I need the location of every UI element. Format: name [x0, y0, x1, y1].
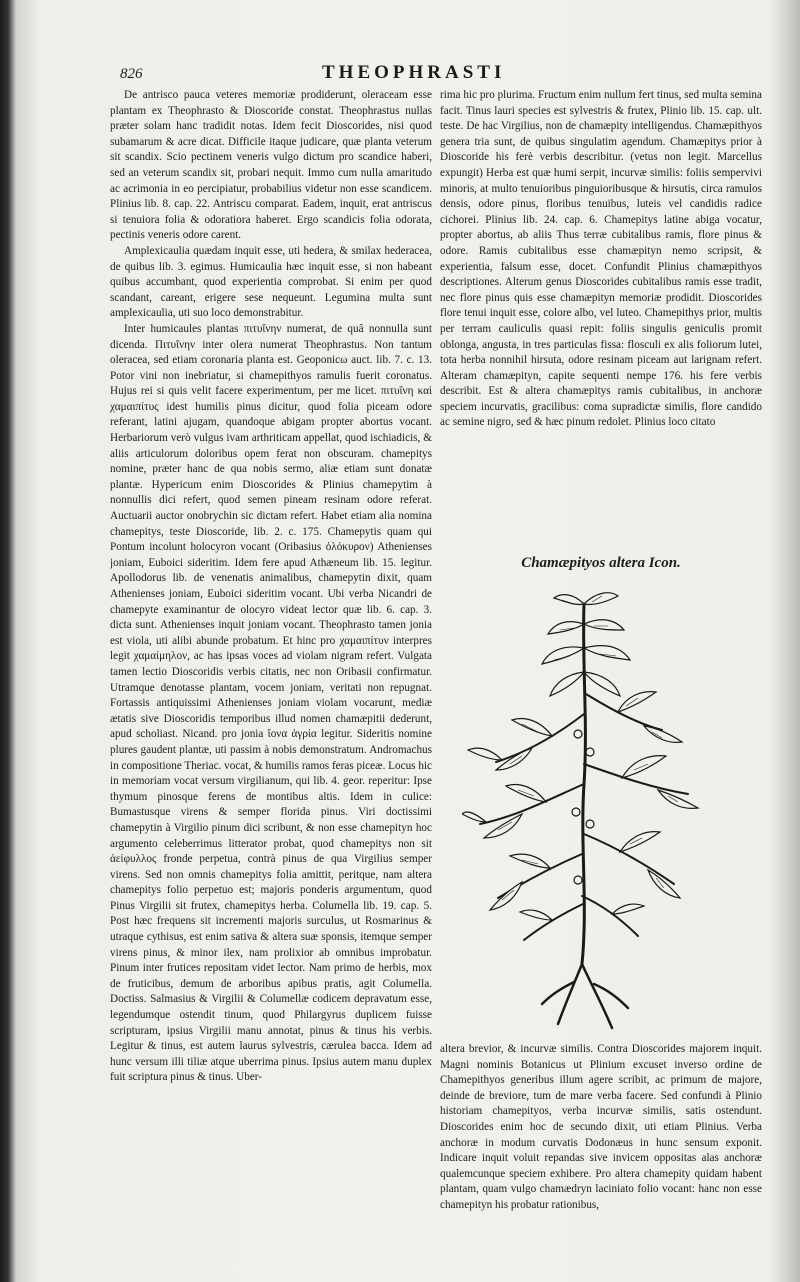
figure-caption: Chamæpityos altera Icon.: [521, 555, 681, 571]
paragraph-altera-brevior: altera brevior, & incurvæ similis. Contra Dioscorides majorem inquit. Magni nominis Botanicus ut Plinium excuset inverso ordine de Chamepithyos generibus illum agere scribit, ac primum de majore, deinde de breviore, tum de mare verba facere. Sed confundi à Plinio historiam chamepityos, verba incurvæ similis, satis ostendunt. Dioscorides enim hoc de secundo dixit, uti etiam Plinius. Verba anchoræ in modum curvatis Dodonæus in hunc sensum exponit. Indicare inquit voluit repandas sive invicem oppositas alas anchoræ qualemcunque speciem exhibere. Pro altera chamepity quidam habent plantam, quam vulgo chamædryn laciniato folio vocant: hanc non esse chamepityn his probatur rationibus,: [440, 1043, 762, 1211]
paragraph-tinus: rima hic pro plurima. Fructum enim nullum fert tinus, sed multa semina facit. Tinus lauri species est sylvestris & frutex, Plinio lib. 15. cap. ult. teste. De hac Virgilius, non de chamæpity intelligendus. Chamæpithyos genera tria sunt, de quibus singulatim agendum. Chamæpitys prior à Dioscoride his ferè verbis describitur. (vetus non legit. Marcellus expungit) Herba est quæ humi serpit, incurvæ similis: foliis sempervivi minoris, at multo tenuioribus pinguioribusque & hirsutis, circa ramulos densis, odore pinus, floribus tenuibus, luteis vel candidis radice cichorei. Plinius lib. 24. cap. 6. Chamepitys latine abiga vocatur, propter abortus, ab aliis Thus terræ cubitalibus ramis, flore pinus & odore. Ramis cubitalibus esse chamæpityn nemo scripsit, & experientia, falsum esse, docet. Confundit Plinius chamæpithyos descriptiones. Alterum genus Dioscorides cubitalibus ramis esse tradit, nec flore pinus quis esse chamæpityn memoriæ prodidit. Dioscorides flore tenui inquit esse, colore albo, vel luteo. Chamepithys prior, multis per terram cauliculis quasi repit: foliis singulis geniculis promit oblonga, angusta, in tres particulas fissa: flosculi ex alis foliorum lutei, tota herba nonnihil hirsuta, odore resinam piceam aut larignam refert. Alteram chamæpityn, capite sequenti nempe 176. his fere verbis describit. Est & altera chamæpitys ramis cubitalibus, in anchoræ speciem incurvatis, gracilibus: coma supradictæ similis, flore candido ac semine nigro, sed & hæc pinum redolet. Plinius loco citato: [440, 89, 762, 429]
paragraph-humicaules: Inter humicaules plantas πιτυΐνην numerat, de quâ nonnulla sunt dicenda. Πιτυΐνην inter olera numerat Theophrastus. Non tantum oleracea, sed etiam coronaria planta est. Geoponicω auct. lib. 7. c. 13. Potor vini non inebriatur, si chamepithyos ramulis fuerit coronatus. Hujus rei si quis velit facere experimentum, per me licet. πιτυΐνη καὶ χαμαιπίτυς idest humilis pinus dicitur, quod folia piceam odore referant, latini ajugam, quandoque abigam propter abortus vocant. Herbariorum verò vulgus ivam arthriticam appellat, quod ischiadicis, & aliis articulorum doloribus opem ferat non obscuram. chamepitys nomine, præter hanc de qua nobis sermo, aliæ etiam sunt donatæ plantæ. Hypericum enim Dioscorides & Plinius chamepytim à nonnullis dici refert, quod semen pineam resinam odore referat. Auctuarii auctor onobrychin sic dictam refert. Habet etiam alia nomina chamepitys, teste Dioscoride, lib. 2. c. 175. Chamepytis quam qui Pontum incolunt holocyron vocant (Oribasius ὀλόκυρον) Athenienses joniam, Euboici sideritim. Idem fere apud Athæneum lib. 15. legitur. Apollodorus lib. de venenatis animalibus, chamepytin dixit, quam Athenienses joniam, Euboici sideritim vocant. Ubi verba Nicandri de chamepyte examinantur de olocyro videat lector quæ lib. 6. cap. 3. dicta sunt. Athenienses inquit joniam vocant. Theophrasto tamen jonia est viola, uti alibi abunde probatum. Et hinc pro χαμαιπίτυν interpres legit χαμαίμηλον, ac has ipsas voces ad violam nigram refert. Vulgata tamen lectio Dioscoridis verbis citatis, nec non Oribasii confirmatur. Utramque denotasse plantam, vocem joniam, veritati non repugnat. Fortassis antiquissimi Athenienses joniam violam vocarunt, mediæ ætatis sive Dioscoridis temporibus illud nomen chamæpitii dederunt, apud scholiast. Nicand. pro jonia ἴονα ἀγρία legitur. Sideritis nomine plures gaudent plantæ, uti passim à nobis demonstratum. Andromachus in compositione Theriac. vocat, & humilis ramos feras piceæ. Locus hic in memoriam vocat versum virgilianum, qui lib. 4. geor. reperitur: Ipse thymum pinosque ferens de montibus altis. Idem in culice: Bumastusque virens & semper florida pinus. Viri doctissimi chamepytin à Virgilio pinum dici scribunt, & non esse chamepityn hoc argumento celeberrimus litterator probat, quod chamepitys non sit ἀείφυλλος fronde perpetua, contrà pinus de qua Virgilius semper virens. Sed non omnis chamepitys folia amittit, peritque, nam altera chamepitys folio perpetuo est; majoris ponderis argumentum, quod Pinus Virgilii sit frutex, chamepitys herba. Columella lib. 19. cap. 5. Post hæc frequens sit incrementi majoris surculus, ut Rosmarinus & utraque cythisus, est enim sativa & altera suæ sponsis, itemque semper virens pinus, & minor ilex, nam prolixior ab omnibus improbatur. Pinum inter frutices repositam videt lector. Nam primo de herbis, mox de fruticibus, demum de arboribus apibus pratis, agit Columella. Doctiss. Salmasius & Virgilii & Columellæ codicem depravatum esse, legendumque ostendit tinum, quod Philargyrus duplicem fuisse scripturam, ipsius Virgilii manu annotat, pinus & tinus his verbis. Legitur & tinus, est autem laurus sylvestris, cærulea bacca. Idem ad hunc versum illi tiliæ atque uberrima pinus. Ipsius autem manu duplex fuit scriptura pinus & tinus. Uber-: [110, 322, 432, 1084]
right-column-top: [440, 88, 762, 548]
right-column-bottom: [440, 1042, 762, 1277]
running-head: [110, 62, 770, 86]
left-column: [110, 88, 432, 1273]
page-number: 826: [120, 66, 143, 82]
paragraph-antriscus: De antrisco pauca veteres memoriæ prodiderunt, oleraceam esse plantam ex Theophrasto & Dioscoride constat. Theophrastus nullas præter solam hanc tradidit notas. Idem fecit Dioscorides, nisi quod subamarum & acre dicat. Difficile itaque judicare, quæ planta veterum sit scandix. Scio pectinem veneris vulgo dictum pro scandice haberi, sed an veterum scandix sit, probari nequit. Immo cum nulla amaritudo ac acrimonia in eo percipiatur, probabilius videtur non esse scandicem. Plinius lib. 8. cap. 22. Antriscu comparat. Eadem, inquit, erat antriscus si tenuiora folia & odoratiora haberet. Ergo scandicis folia odorata, pectinis veneris odore carent.: [110, 89, 432, 242]
chamaepitys-illustration: [462, 584, 702, 1034]
plant-woodcut: [462, 584, 702, 1034]
running-title: THEOPHRASTI: [322, 62, 506, 83]
paragraph-amplexicaulia: Amplexicaulia quædam inquit esse, uti hedera, & smilax hederacea, de quibus lib. 3. egimus. Humicaulia hæc inquit esse, si non habeant quibus accumbant, quod experientia comprobat. Si enim per quod scandant, careant, erigere sese nequeunt. Legumina multa sunt amplexicaulia, uti suo loco demonstrabitur.: [110, 244, 432, 320]
